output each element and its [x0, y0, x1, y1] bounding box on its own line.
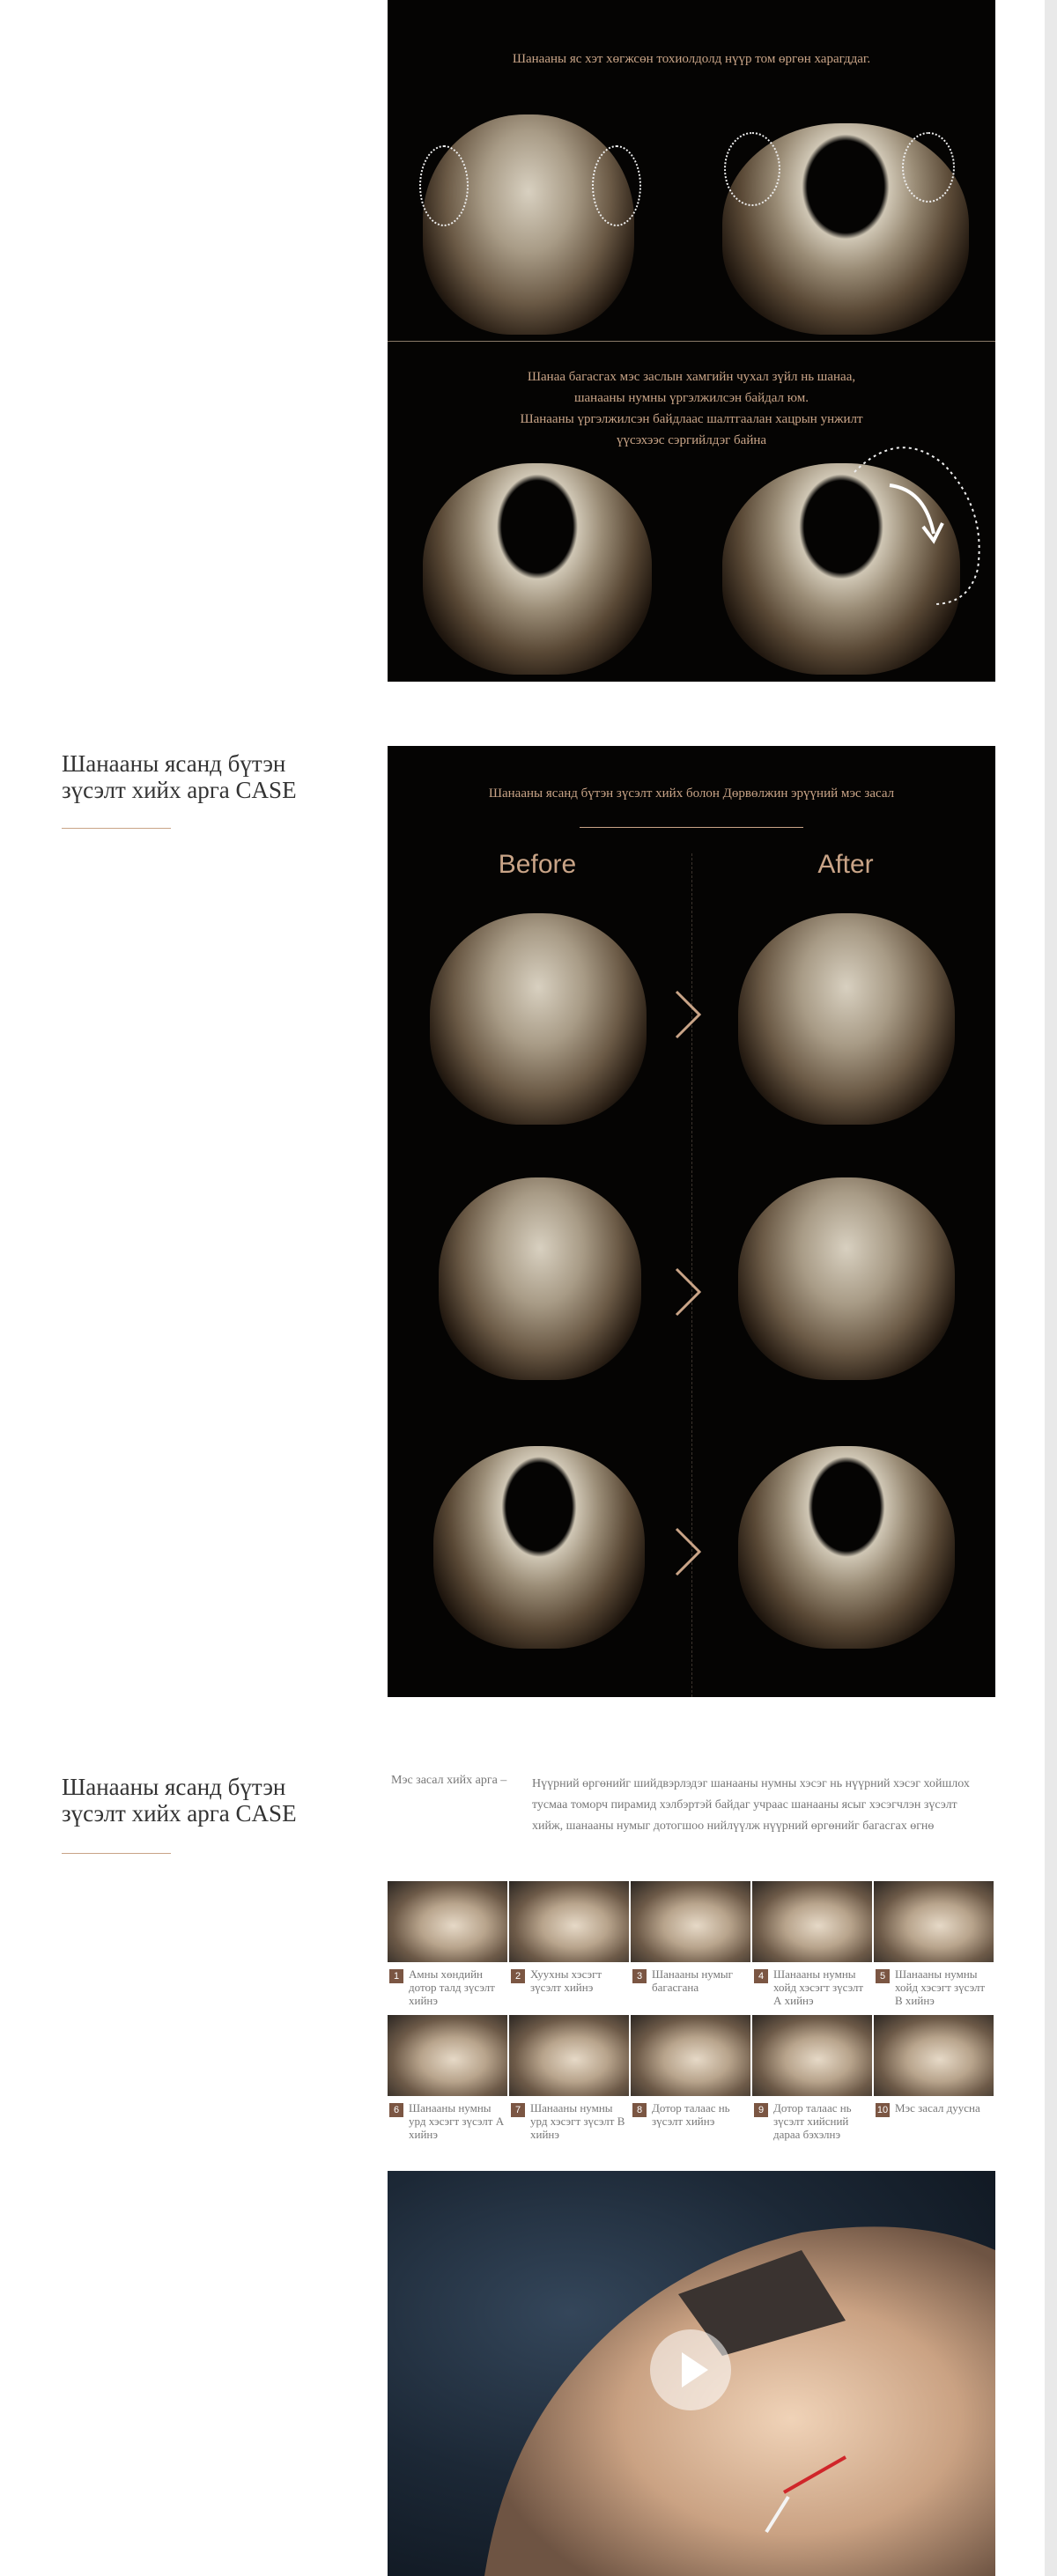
- zygoma-continuity-panel: [388, 342, 995, 682]
- zygoma-overview-panel: [388, 0, 995, 342]
- step-4: [752, 1881, 872, 2026]
- caption-underline: [580, 827, 803, 828]
- play-icon[interactable]: [650, 2329, 731, 2410]
- step-8: [631, 2015, 750, 2160]
- case-heading: Шанааны ясанд бүтэн зүсэлт хийх арга CASE: [62, 750, 297, 803]
- step-3: [631, 1881, 750, 2026]
- before-bottom-image: [433, 1446, 645, 1649]
- step-7-number: 7: [511, 2103, 525, 2117]
- step-5-image: [874, 1881, 994, 1962]
- step-9-image: [752, 2015, 872, 2096]
- step-7-caption: Шанааны нумны урд хэсэгт зүсэлт В хийнэ: [530, 2101, 625, 2141]
- steps-row-2: [388, 2015, 995, 2160]
- continuity-caption-1: Шанаа багасгах мэс заслын хамгийн чухал зүйл нь шанаа,: [527, 370, 856, 384]
- step-5: [874, 1881, 994, 2026]
- step-10-image: [874, 2015, 994, 2096]
- step-1-image: [388, 1881, 507, 1962]
- overview-caption: Шанааны яс хэт хөгжсөн тохиолдолд нүүр том өргөн харагддаг.: [512, 52, 871, 66]
- skull-front-image: [423, 114, 634, 335]
- step-1-caption: Амны хөндийн дотор талд зүсэлт хийнэ: [409, 1967, 495, 2007]
- rotation-arrow-icon: [846, 437, 987, 613]
- continuity-caption-2: шанааны нумны үргэлжилсэн байдал юм.: [573, 391, 809, 405]
- case-heading-rule: [62, 828, 171, 829]
- step-9-number: 9: [754, 2103, 768, 2117]
- step-2-caption: Хуухны хэсэгт зүсэлт хийнэ: [530, 1967, 602, 1994]
- before-lower-image: [439, 1177, 641, 1380]
- step-10-caption: Мэс засал дууснa: [895, 2101, 980, 2115]
- step-10: [874, 2015, 994, 2160]
- step-4-number: 4: [754, 1969, 768, 1983]
- before-after-caption: Шанааны ясанд бүтэн зүсэлт хийх болон Дөрвөлжин эрүүний мэс засал: [488, 786, 895, 801]
- before-label: Before: [498, 850, 577, 879]
- procedure-description: Нүүрний өргөнийг шийдвэрлэдэг шанааны нумны хэсэг нь нүүрний хэсэг хойшлох тусмаа томорч пирамид хэлбэртэй байдаг учраас шанааны ясыг хэсэгчлэн зүсэлт хийж, шанааны нумыг дотогшоо нийлүүлж нүүрний өргөнийг багасгах өгнө: [532, 1777, 970, 1833]
- step-5-caption: Шанааны нумны хойд хэсэгт зүсэлт В хийнэ: [895, 1967, 986, 2007]
- step-1-number: 1: [389, 1969, 403, 1983]
- step-7-image: [509, 2015, 629, 2096]
- step-3-number: 3: [632, 1969, 647, 1983]
- procedure-label: Мэс засал хийх арга –: [391, 1774, 507, 1787]
- step-5-number: 5: [876, 1969, 890, 1983]
- skull-bottom-before-image: [423, 463, 652, 675]
- chevron-right-icon: [669, 1266, 705, 1318]
- step-8-caption: Дотор талаас нь зүсэлт хийнэ: [652, 2101, 730, 2128]
- step-8-number: 8: [632, 2103, 647, 2117]
- method-heading-rule: [62, 1853, 171, 1854]
- zygoma-highlight-right: [592, 145, 641, 226]
- after-lower-image: [738, 1177, 955, 1380]
- before-after-panel: [388, 746, 995, 1697]
- step-6-caption: Шанааны нумны урд хэсэгт зүсэлт А хийнэ: [409, 2101, 505, 2141]
- step-9-caption: Дотор талаас нь зүсэлт хийсний дараа бэхэлнэ: [773, 2101, 852, 2141]
- step-2: [509, 1881, 629, 2026]
- step-3-caption: Шанааны нумыг багасгана: [652, 1967, 733, 1994]
- step-6-number: 6: [389, 2103, 403, 2117]
- step-2-image: [509, 1881, 629, 1962]
- after-label: After: [817, 850, 874, 879]
- step-2-number: 2: [511, 1969, 525, 1983]
- step-7: [509, 2015, 629, 2160]
- after-bottom-image: [738, 1446, 955, 1649]
- step-6: [388, 2015, 507, 2160]
- step-10-number: 10: [876, 2105, 889, 2115]
- step-1: [388, 1881, 507, 2026]
- arch-highlight-right: [902, 132, 955, 203]
- step-9: [752, 2015, 872, 2160]
- steps-row-1: [388, 1881, 995, 2026]
- method-heading: Шанааны ясанд бүтэн зүсэлт хийх арга CASE: [62, 1774, 297, 1827]
- arch-highlight-left: [724, 132, 780, 206]
- step-3-image: [631, 1881, 750, 1962]
- chevron-right-icon: [669, 1525, 705, 1578]
- page-scroll-rail[interactable]: [1045, 0, 1057, 2576]
- chevron-right-icon: [669, 988, 705, 1041]
- step-4-image: [752, 1881, 872, 1962]
- step-4-caption: Шанааны нумны хойд хэсэгт зүсэлт А хийнэ: [773, 1967, 864, 2007]
- step-8-image: [631, 2015, 750, 2096]
- step-6-image: [388, 2015, 507, 2096]
- continuity-caption-3: Шанааны үргэлжилсэн байдлаас шалтгаалан хацрын унжилт: [520, 412, 863, 426]
- after-front-image: [738, 913, 955, 1125]
- before-front-image: [430, 913, 647, 1125]
- continuity-caption-4: үүсэхээс сэргийлдэг байна: [616, 433, 767, 447]
- procedure-video-player[interactable]: [388, 2171, 995, 2576]
- zygoma-highlight-left: [419, 145, 469, 226]
